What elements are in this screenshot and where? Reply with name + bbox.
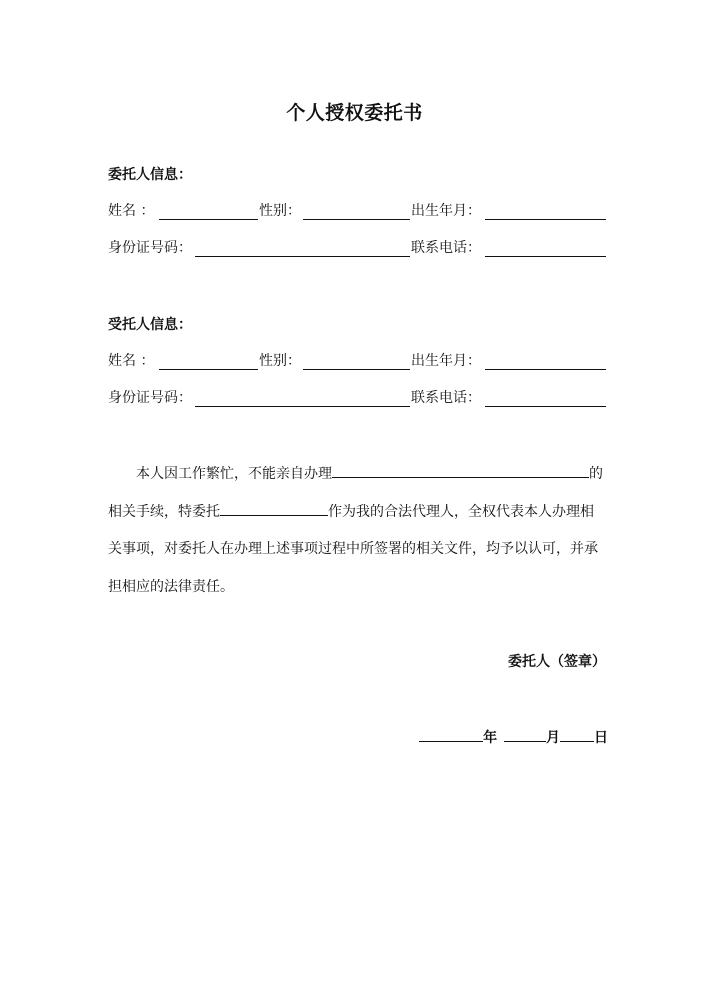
document-title: 个人授权委托书 [286,102,423,124]
matter-field[interactable] [332,462,589,478]
principal-phone-label: 联系电话： [411,240,481,256]
agent-name-field[interactable] [159,369,258,370]
agent-heading: 受托人信息： [108,317,192,333]
principal-birth-field[interactable] [485,219,606,220]
body-line-2 [108,500,594,523]
agent-row-contact [108,387,608,409]
agent-gender-label: 性别： [259,353,301,369]
principal-id-label: 身份证号码： [108,240,192,256]
month-label: 月 [546,730,560,746]
agent-id-label: 身份证号码： [108,390,192,406]
agent-phone-field[interactable] [485,406,606,407]
day-label: 日 [594,730,608,746]
agent-id-field[interactable] [195,406,410,407]
agent-birth-field[interactable] [485,369,606,370]
agent-birth-label: 出生年月： [411,353,481,369]
body-line-1 [136,462,603,485]
date-line [419,726,608,747]
body-line-1-suffix: 的 [589,466,603,482]
signature-label: 委托人（签章） [508,654,606,670]
agent-phone-label: 联系电话： [411,390,481,406]
principal-gender-field[interactable] [303,219,410,220]
principal-phone-field[interactable] [485,256,606,257]
day-field[interactable] [560,726,594,742]
principal-name-label: 姓名 ： [108,203,155,219]
principal-heading: 委托人信息： [108,167,192,183]
body-line-3: 关事项，对委托人在办理上述事项过程中所签署的相关文件，均予以认可，并承 [108,541,598,557]
agent-name-inline-field[interactable] [220,500,328,516]
year-label: 年 [483,730,498,746]
body-line-2-prefix: 相关手续，特委托 [108,504,220,520]
agent-row-basic [108,350,608,372]
principal-row-contact [108,237,608,259]
principal-name-field[interactable] [159,219,258,220]
body-line-1-prefix: 本人因工作繁忙，不能亲自办理 [136,466,332,482]
month-field[interactable] [504,726,546,742]
principal-row-basic [108,200,608,222]
agent-name-label: 姓名 ： [108,353,155,369]
principal-id-field[interactable] [195,256,410,257]
principal-birth-label: 出生年月： [411,203,481,219]
principal-gender-label: 性别： [259,203,301,219]
year-field[interactable] [419,726,483,742]
body-line-4: 担相应的法律责任。 [108,579,234,595]
body-line-2-suffix: 作为我的合法代理人，全权代表本人办理相 [328,504,594,520]
agent-gender-field[interactable] [303,369,410,370]
